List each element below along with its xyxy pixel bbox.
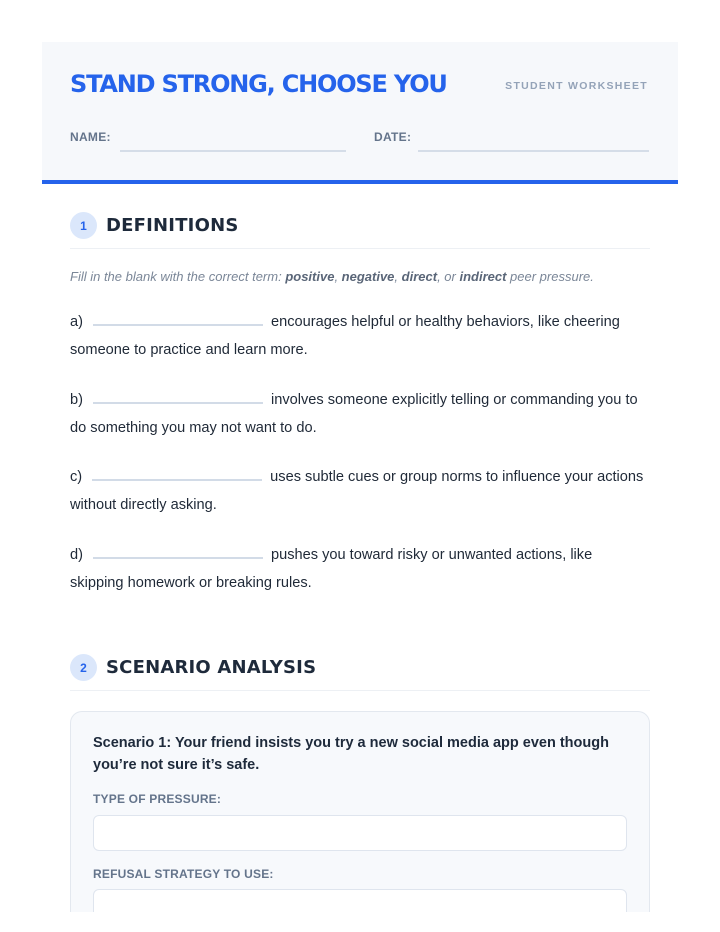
section-title: SCENARIO ANALYSIS bbox=[106, 657, 317, 678]
name-field[interactable] bbox=[120, 150, 346, 152]
item-text: pushes you toward risky or unwanted actions, like skipping homework or breaking rules. bbox=[70, 547, 593, 591]
term-direct: direct bbox=[401, 269, 438, 284]
term-negative: negative bbox=[341, 269, 395, 284]
section-number-badge: 2 bbox=[70, 654, 97, 681]
section-scenario-header bbox=[70, 654, 650, 691]
item-letter: c) bbox=[70, 469, 83, 485]
item-letter: b) bbox=[70, 392, 83, 408]
definition-item bbox=[70, 386, 645, 442]
refusal-strategy-label: REFUSAL STRATEGY TO USE: bbox=[93, 867, 274, 881]
definition-item bbox=[70, 541, 645, 597]
refusal-strategy-input[interactable] bbox=[93, 889, 627, 912]
scenario-question: Scenario 1: Your friend insists you try a new social media app even though you’re not sure it’s safe. bbox=[93, 735, 609, 773]
answer-blank[interactable] bbox=[93, 310, 263, 326]
answer-blank[interactable] bbox=[93, 543, 263, 559]
section-number-badge: 1 bbox=[70, 212, 97, 239]
worksheet bbox=[42, 42, 678, 881]
type-of-pressure-label: TYPE OF PRESSURE: bbox=[93, 792, 222, 806]
item-text: uses subtle cues or group norms to influence your actions without directly asking. bbox=[70, 469, 644, 513]
section-title: DEFINITIONS bbox=[106, 215, 239, 236]
worksheet-tag: STUDENT WORKSHEET bbox=[505, 80, 648, 92]
definition-item bbox=[70, 308, 645, 364]
term-indirect: indirect bbox=[459, 269, 507, 284]
definition-item bbox=[70, 463, 645, 519]
name-label: NAME: bbox=[70, 130, 111, 144]
section-definitions-header bbox=[70, 212, 650, 249]
type-of-pressure-input[interactable] bbox=[93, 815, 627, 851]
definitions-instructions: Fill in the blank with the correct term: positive, negative, direct, or indirect peer pressure. bbox=[70, 269, 594, 284]
date-field[interactable] bbox=[418, 150, 649, 152]
item-text: encourages helpful or healthy behaviors, like cheering someone to practice and learn more. bbox=[70, 314, 620, 358]
worksheet-header bbox=[42, 42, 678, 184]
term-positive: positive bbox=[285, 269, 335, 284]
item-letter: d) bbox=[70, 547, 83, 563]
answer-blank[interactable] bbox=[93, 388, 263, 404]
date-label: DATE: bbox=[374, 130, 412, 144]
item-letter: a) bbox=[70, 314, 83, 330]
answer-blank[interactable] bbox=[92, 465, 262, 481]
page-title: STAND STRONG, CHOOSE YOU bbox=[70, 70, 447, 98]
item-text: involves someone explicitly telling or commanding you to do something you may not want to do. bbox=[70, 392, 638, 436]
scenario-card bbox=[70, 711, 650, 912]
